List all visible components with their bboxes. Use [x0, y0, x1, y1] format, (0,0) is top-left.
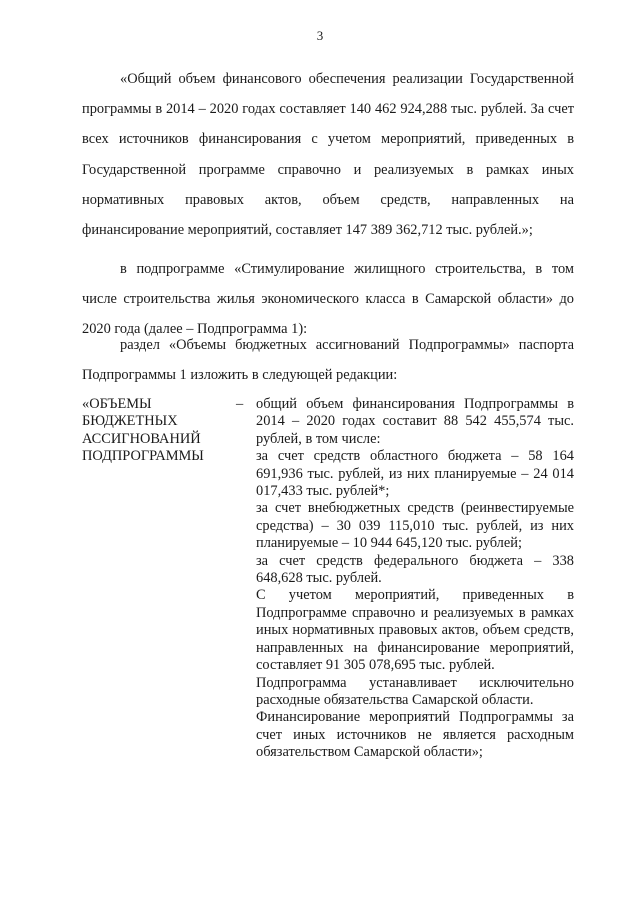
label-line: БЮДЖЕТНЫХ [82, 413, 178, 430]
label-line: АССИГНОВАНИЙ [82, 430, 201, 447]
subprogram-paragraph: в подпрограмме «Стимулирование жилищного строительства, в том числе строительства жилья экономического класса в Самарской области» до 2020 года (далее – Подпрограмма 1): [82, 261, 574, 338]
other-sources-text: Финансирование мероприятий Подпрограммы за счет иных источников не является расходным обязательством Самарской области»; [256, 709, 574, 761]
extrabudgetary-funds-text: за счет внебюджетных средств (реинвестируемые средства) – 30 039 115,010 тыс. рублей, из них планируемые – 10 944 645,120 тыс. рублей; [256, 500, 574, 552]
expense-obligations-text: Подпрограмма устанавливает исключительно расходные обязательства Самарской области. [256, 674, 574, 708]
reference-measures-text: С учетом мероприятий, приведенных в Подпрограмме справочно и реализуемых в рамках иных нормативных правовых актов, объем средств, направленных на финансирование мероприятий, составляет 91 305 078,695 тыс. рублей. [256, 587, 574, 674]
federal-budget-text: за счет средств федерального бюджета – 338 648,628 тыс. рублей. [256, 552, 574, 587]
passport-section-values [256, 396, 574, 762]
label-value-dash: – [236, 396, 244, 412]
regional-budget-text: за счет средств областного бюджета – 58 164 691,936 тыс. рублей, из них планируемые – 24 014 017,433 тыс. рублей*; [256, 448, 574, 500]
total-financing-text: общий объем финансирования Подпрограммы в 2014 – 2020 годах составит 88 542 455,574 тыс. рублей, в том числе: [256, 396, 574, 447]
passport-section-label [82, 396, 252, 466]
page-number: 3 [316, 28, 324, 43]
financing-paragraph: «Общий объем финансового обеспечения реализации Государственной программы в 2014 – 2020 годах составляет 140 462 924,288 тыс. рублей. За счет всех источников финансирования с учетом мероприятий, приведенных в Государственной программе справочно и реализуемых в рамках иных нормативных правовых актов, объем средств, направленных на финансирование мероприятий, составляет 147 389 362,712 тыс. рублей.»; [82, 71, 574, 239]
label-line: ПОДПРОГРАММЫ [82, 448, 204, 465]
label-line: «ОБЪЕМЫ [82, 396, 152, 412]
section-amendment-paragraph: раздел «Объемы бюджетных ассигнований Подпрограммы» паспорта Подпрограммы 1 изложить в следующей редакции: [82, 337, 574, 384]
